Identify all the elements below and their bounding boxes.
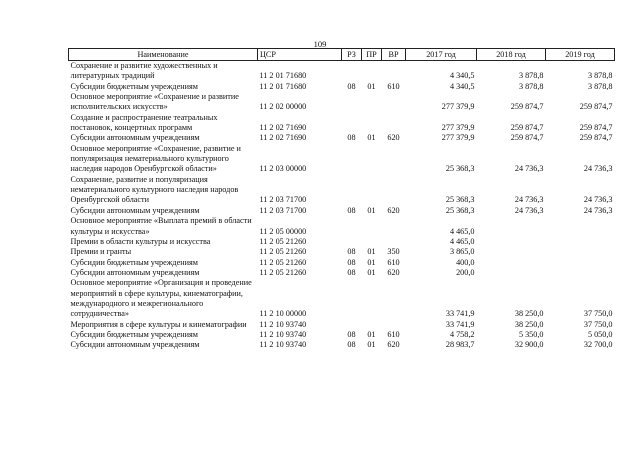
header-name: Наименование [69, 49, 258, 61]
row-2017: 400,0 [456, 257, 475, 267]
row-name: Основное мероприятие «Сохранение, развитие и популяризация нематериального культурного наследия народов Оренбургской области» [70, 143, 241, 174]
row-2019: 37 750,0 [583, 319, 613, 329]
row-csr: 11 2 05 21260 [259, 236, 307, 246]
header-rz: РЗ [342, 49, 362, 61]
row-vr [382, 237, 406, 247]
row-csr: 11 2 02 71690 [259, 123, 307, 133]
table-row [69, 258, 615, 268]
row-2018: 24 736,3 [514, 195, 544, 205]
table-row [69, 237, 615, 247]
row-2019 [546, 237, 615, 247]
row-rz: 08 [347, 133, 356, 143]
table-row [69, 268, 615, 278]
row-vr [382, 320, 406, 330]
row-name: Основное мероприятие «Сохранение и развитие исполнительских искусств» [70, 92, 239, 112]
row-2017: 200,0 [456, 267, 475, 277]
row-pr [362, 144, 382, 175]
row-rz: 08 [347, 257, 356, 267]
row-name: Премии и гранты [70, 247, 132, 257]
row-vr: 620 [387, 205, 400, 215]
row-2018: 3 878,8 [518, 71, 544, 81]
row-vr: 620 [387, 267, 400, 277]
row-rz: 08 [347, 81, 356, 91]
row-2019: 5 050,0 [587, 329, 613, 339]
row-name: Субсидии бюджетным учреждениям [70, 257, 198, 267]
row-pr [362, 216, 382, 237]
row-pr: 01 [367, 133, 376, 143]
row-2018: 259 874,7 [510, 102, 544, 112]
row-rz [342, 113, 362, 134]
row-pr [362, 92, 382, 113]
row-rz: 08 [347, 329, 356, 339]
row-rz: 08 [347, 340, 356, 350]
row-vr [382, 113, 406, 134]
row-2017: 277 379,9 [441, 102, 475, 112]
row-pr: 01 [367, 267, 376, 277]
table-row [69, 216, 615, 237]
row-rz [342, 144, 362, 175]
row-pr: 01 [367, 340, 376, 350]
row-2018 [477, 268, 546, 278]
row-pr [362, 320, 382, 330]
row-name: Создание и распространение театральных постановок, концертных программ [70, 112, 218, 133]
row-2019: 259 874,7 [579, 123, 613, 133]
row-pr: 01 [367, 205, 376, 215]
row-2019 [546, 258, 615, 268]
row-csr: 11 2 10 93740 [259, 329, 307, 339]
row-vr: 610 [387, 257, 400, 267]
table-row [69, 320, 615, 330]
row-name: Субсидии бюджетным учреждениям [70, 329, 198, 339]
header-pr: ПР [362, 49, 382, 61]
row-csr: 11 2 02 00000 [259, 102, 307, 112]
budget-table [68, 48, 615, 351]
row-2017: 4 758,2 [449, 329, 475, 339]
row-vr [382, 61, 406, 82]
row-2019: 24 736,3 [583, 164, 613, 174]
table-row [69, 206, 615, 216]
row-name: Мероприятия в сфере культуры и кинематографии [70, 319, 247, 329]
row-csr: 11 2 10 00000 [259, 309, 307, 319]
header-2019: 2019 год [546, 49, 615, 61]
row-csr: 11 2 02 71690 [259, 133, 307, 143]
table-row [69, 330, 615, 340]
row-2018: 24 736,3 [514, 164, 544, 174]
row-pr [362, 237, 382, 247]
row-2017: 33 741,9 [445, 309, 475, 319]
row-2019: 3 878,8 [587, 81, 613, 91]
row-2019 [546, 268, 615, 278]
row-vr: 620 [387, 340, 400, 350]
row-2018: 32 900,0 [514, 340, 544, 350]
row-2017: 25 368,3 [445, 164, 475, 174]
table-row [69, 247, 615, 257]
row-rz [342, 320, 362, 330]
row-pr [362, 113, 382, 134]
row-csr: 11 2 03 71700 [259, 205, 307, 215]
row-csr: 11 2 10 93740 [259, 340, 307, 350]
row-csr: 11 2 05 21260 [259, 267, 307, 277]
row-csr: 11 2 03 00000 [259, 164, 307, 174]
row-rz: 08 [347, 247, 356, 257]
row-vr: 610 [387, 81, 400, 91]
row-vr [382, 144, 406, 175]
row-2017: 33 741,9 [445, 319, 475, 329]
row-2017: 28 983,7 [445, 340, 475, 350]
row-csr: 11 2 01 71680 [259, 71, 307, 81]
row-csr: 11 2 01 71680 [259, 81, 307, 91]
header-vr: ВР [382, 49, 406, 61]
row-name: Основное мероприятие «Организация и проведение мероприятий в сфере культуры, кинематографии, международного и межрегионального сотрудничества» [70, 278, 252, 319]
row-rz [342, 92, 362, 113]
row-2019: 24 736,3 [583, 205, 613, 215]
row-name: Субсидии автономным учреждениям [70, 340, 200, 350]
row-2018 [477, 258, 546, 268]
row-2017: 4 340,5 [449, 81, 475, 91]
page-number: 109 [313, 39, 327, 49]
row-2017: 4 465,0 [449, 226, 475, 236]
row-vr: 610 [387, 329, 400, 339]
row-2017: 3 865,0 [449, 247, 475, 257]
table-row [69, 133, 615, 143]
table-row [69, 144, 615, 175]
row-vr: 350 [387, 247, 400, 257]
row-rz [342, 61, 362, 82]
row-2019: 259 874,7 [579, 133, 613, 143]
row-vr: 620 [387, 133, 400, 143]
table-row [69, 278, 615, 319]
row-2019: 24 736,3 [583, 195, 613, 205]
row-rz [342, 216, 362, 237]
row-name: Основное мероприятие «Выплата премий в области культуры и искусства» [70, 216, 252, 236]
row-csr: 11 2 03 71700 [259, 195, 307, 205]
row-rz [342, 237, 362, 247]
row-2018 [477, 216, 546, 237]
row-name: Премии в области культуры и искусства [70, 236, 211, 246]
row-2017: 277 379,9 [441, 123, 475, 133]
table-row [69, 113, 615, 134]
row-csr: 11 2 05 21260 [259, 247, 307, 257]
row-2017: 25 368,3 [445, 195, 475, 205]
row-2018: 38 250,0 [514, 309, 544, 319]
row-name: Субсидии бюджетным учреждениям [70, 81, 198, 91]
row-csr: 11 2 05 21260 [259, 257, 307, 267]
row-2019 [546, 247, 615, 257]
row-pr: 01 [367, 81, 376, 91]
row-csr: 11 2 10 93740 [259, 319, 307, 329]
row-2019: 37 750,0 [583, 309, 613, 319]
row-2018: 24 736,3 [514, 205, 544, 215]
row-2018: 3 878,8 [518, 81, 544, 91]
row-2019: 3 878,8 [587, 71, 613, 81]
row-2017: 4 340,5 [449, 71, 475, 81]
row-2018: 259 874,7 [510, 133, 544, 143]
row-2017: 25 368,3 [445, 205, 475, 215]
header-2018: 2018 год [477, 49, 546, 61]
row-rz: 08 [347, 267, 356, 277]
row-vr [382, 175, 406, 206]
row-name: Субсидии автономным учреждениям [70, 205, 200, 215]
row-vr [382, 278, 406, 319]
row-2018: 259 874,7 [510, 123, 544, 133]
row-rz [342, 175, 362, 206]
row-csr: 11 2 05 00000 [259, 226, 307, 236]
row-name: Субсидии автономным учреждениям [70, 133, 200, 143]
row-2018: 38 250,0 [514, 319, 544, 329]
row-name: Сохранение, развитие и популяризация нематериального культурного наследия народов Оренбургской области [70, 174, 239, 205]
row-pr [362, 175, 382, 206]
row-pr: 01 [367, 247, 376, 257]
row-2017: 277 379,9 [441, 133, 475, 143]
row-pr: 01 [367, 329, 376, 339]
row-2019: 32 700,0 [583, 340, 613, 350]
row-2019: 259 874,7 [579, 102, 613, 112]
header-2017: 2017 год [406, 49, 477, 61]
row-name: Субсидии автономным учреждениям [70, 267, 200, 277]
table-header-row [69, 49, 615, 61]
row-vr [382, 92, 406, 113]
row-pr: 01 [367, 257, 376, 267]
row-pr [362, 61, 382, 82]
table-row [69, 340, 615, 350]
table-row [69, 61, 615, 82]
header-csr: ЦСР [258, 49, 342, 61]
row-2019 [546, 216, 615, 237]
row-2018: 5 350,0 [518, 329, 544, 339]
row-2018 [477, 247, 546, 257]
table-row [69, 82, 615, 92]
row-2017: 4 465,0 [449, 236, 475, 246]
row-2018 [477, 237, 546, 247]
table-row [69, 175, 615, 206]
table-row [69, 92, 615, 113]
row-rz [342, 278, 362, 319]
row-rz: 08 [347, 205, 356, 215]
row-vr [382, 216, 406, 237]
row-name: Сохранение и развитие художественных и литературных традиций [70, 61, 218, 81]
row-pr [362, 278, 382, 319]
